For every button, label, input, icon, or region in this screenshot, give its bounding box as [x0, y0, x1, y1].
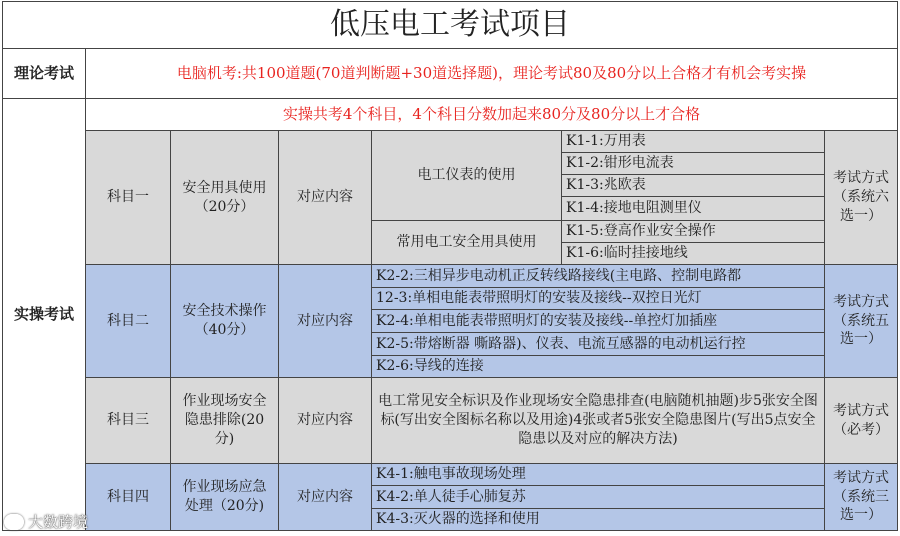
subject-1-item: K1-2:钳形电流表	[561, 152, 825, 175]
subject-1-content-label: 对应内容	[278, 130, 372, 265]
subject-2-content-label: 对应内容	[278, 264, 372, 378]
subject-1-item: K1-1:万用表	[561, 130, 825, 153]
subject-2-item: K2-2:三相异步电动机正反转线路接线(主电路、控制电路都	[371, 264, 825, 288]
subject-1-item: K1-3:兆欧表	[561, 174, 825, 197]
subject-2-title: 安全技术操作（40分）	[170, 264, 279, 378]
subject-4-item: K4-3:灭火器的选择和使用	[371, 508, 825, 531]
subject-1-item: K1-5:登高作业安全操作	[561, 220, 825, 243]
subject-3-title: 作业现场安全隐患排除(20分)	[170, 377, 279, 464]
subject-1-item: K1-6:临时挂接地线	[561, 242, 825, 265]
subject-2-method: 考试方式（系统五选一）	[824, 264, 898, 378]
subject-2-name: 科目二	[85, 264, 171, 378]
subject-3-name: 科目三	[85, 377, 171, 464]
subject-1-item: K1-4:接地电阻测里仪	[561, 196, 825, 221]
practical-label: 实操考试	[2, 98, 86, 531]
subject-1-title: 安全用具使用（20分）	[170, 130, 279, 265]
subject-2-item: K2-5:带熔断器 嘶路器)、仪表、电流互感器的电动机运行控	[371, 332, 825, 356]
subject-2-item: 12-3:单相电能表带照明灯的安装及接线--双控日光灯	[371, 287, 825, 310]
subject-1-group-tools: 常用电工安全用具使用	[371, 220, 562, 265]
subject-4-name: 科目四	[85, 463, 171, 531]
watermark-logo-icon	[4, 514, 24, 530]
watermark	[4, 511, 88, 532]
theory-description: 电脑机考:共100道题(70道判断题+30道选择题)，理论考试80及80分以上合格才有机会考实操	[85, 48, 898, 99]
subject-4-item: K4-2:单人徒手心肺复苏	[371, 485, 825, 509]
subject-1-name: 科目一	[85, 130, 171, 265]
exam-table	[2, 1, 898, 535]
page-title: 低压电工考试项目	[2, 1, 898, 49]
watermark-text: 大数跨境	[28, 513, 89, 531]
subject-4-method: 考试方式（系统三选一）	[824, 463, 898, 531]
subject-2-item: K2-6:导线的连接	[371, 355, 825, 378]
subject-3-method: 考试方式（必考）	[824, 377, 898, 464]
subject-3-content-label: 对应内容	[278, 377, 372, 464]
subject-4-item: K4-1:触电事故现场处理	[371, 463, 825, 486]
subject-4-content-label: 对应内容	[278, 463, 372, 531]
subject-3-description: 电工常见安全标识及作业现场安全隐患排查(电脑随机抽题)步5张安全图标(写出安全图标名称以及用途)4张或者5张安全隐患图片(写出5点安全隐患以及对应的解决方法)	[371, 377, 825, 464]
subject-4-title: 作业现场应急处理（20分)	[170, 463, 279, 531]
subject-1-group-meters: 电工仪表的使用	[371, 130, 562, 221]
practical-summary: 实操共考4个科目，4个科目分数加起来80分及80分以上才合格	[85, 98, 898, 131]
subject-2-item: K2-4:单相电能表带照明灯的安装及接线--单控灯加插座	[371, 309, 825, 333]
theory-label: 理论考试	[2, 48, 86, 99]
subject-1-method: 考试方式（系统六选一）	[824, 130, 898, 265]
